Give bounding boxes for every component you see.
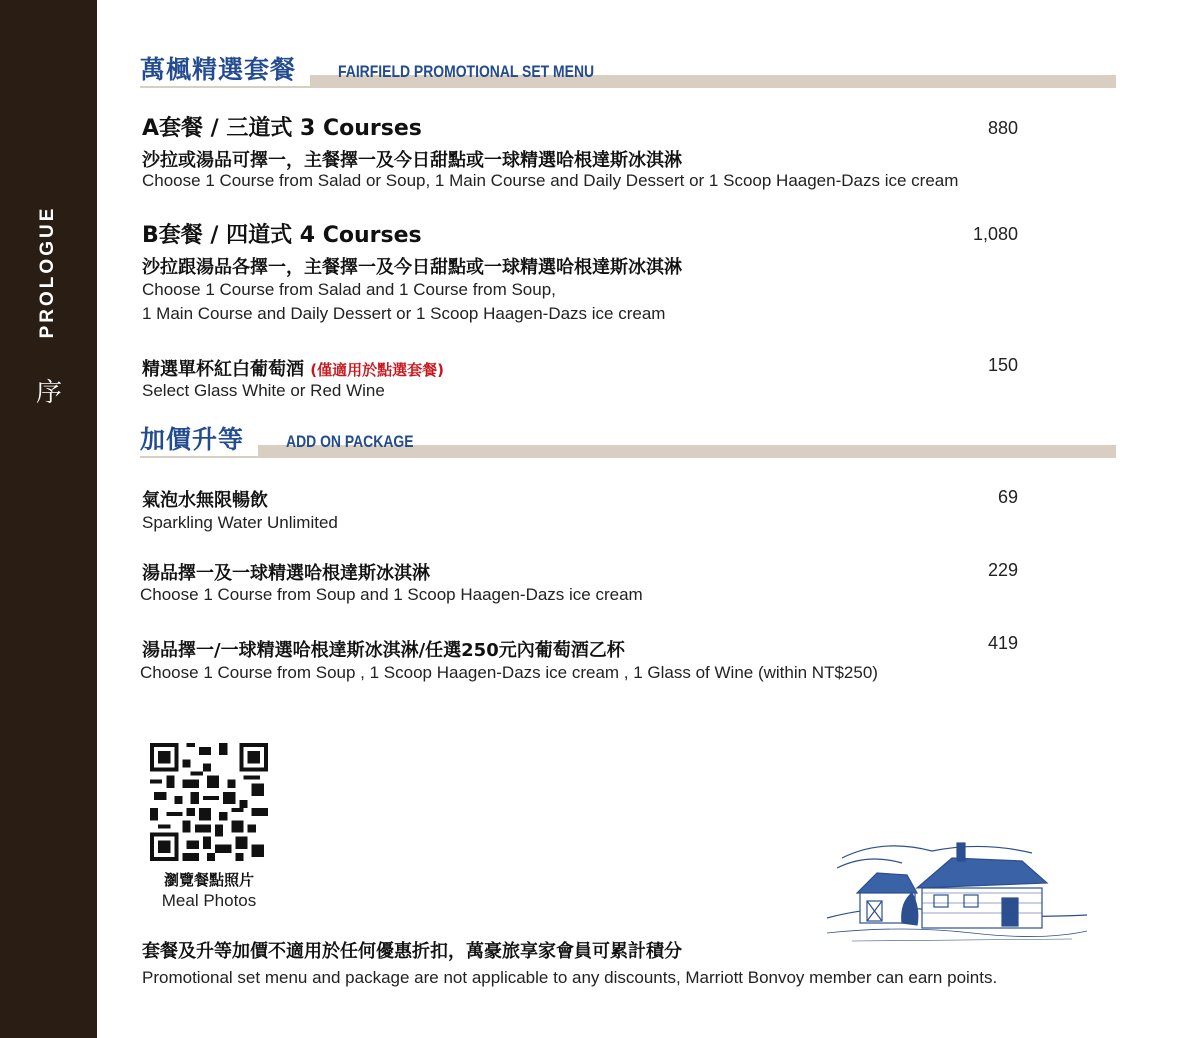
set-menu-title-zh: 萬楓精選套餐 (140, 50, 310, 86)
addon-3-zh: 湯品擇一/一球精選哈根達斯冰淇淋/任選250元內葡萄酒乙杯 (142, 640, 625, 661)
qr-caption-en: Meal Photos (161, 891, 257, 910)
set-a-title: A套餐 / 三道式 3 Courses (142, 116, 422, 141)
addon-1-price: 69 (997, 487, 1018, 507)
addon-1-en: Sparkling Water Unlimited (142, 513, 338, 532)
set-a-desc-en: Choose 1 Course from Salad or Soup, 1 Main Course and Daily Dessert or 1 Scoop Haagen-Dazs ice cream (142, 171, 959, 190)
wine-name: 精選單杯紅白葡萄酒 (142, 359, 304, 380)
sidebar-label-zh: 序 (36, 378, 63, 408)
qr-code[interactable] (150, 743, 268, 861)
addon-3-price: 419 (987, 633, 1018, 653)
addon-1-zh: 氣泡水無限暢飲 (142, 490, 268, 511)
wine-note: (僅適用於點選套餐) (310, 361, 444, 379)
sidebar (0, 0, 97, 1038)
addon-header (140, 418, 1116, 458)
qr-caption-zh: 瀏覽餐點照片 (163, 871, 254, 889)
set-a-desc-zh: 沙拉或湯品可擇一，主餐擇一及今日甜點或一球精選哈根達斯冰淇淋 (142, 150, 682, 171)
set-b-desc-en-1: Choose 1 Course from Salad and 1 Course from Soup, (142, 280, 556, 299)
wine-price: 150 (987, 355, 1018, 375)
set-b-desc-zh: 沙拉跟湯品各擇一，主餐擇一及今日甜點或一球精選哈根達斯冰淇淋 (142, 257, 682, 278)
wine-title-zh (142, 355, 444, 381)
set-a-price: 880 (987, 118, 1018, 138)
set-b-desc-en-2: 1 Main Course and Daily Dessert or 1 Scoop Haagen-Dazs ice cream (142, 304, 666, 323)
addon-2-en: Choose 1 Course from Soup and 1 Scoop Haagen-Dazs ice cream (140, 585, 643, 604)
addon-title-en: ADD ON PACKAGE (286, 432, 414, 451)
set-menu-header (140, 48, 1116, 88)
sidebar-label-en: PROLOGUE (37, 205, 58, 339)
house-illustration (822, 833, 1092, 948)
set-b-price: 1,080 (972, 224, 1018, 244)
wine-desc-en: Select Glass White or Red Wine (142, 381, 385, 400)
addon-2-price: 229 (987, 560, 1018, 580)
set-menu-title-en: FAIRFIELD PROMOTIONAL SET MENU (338, 62, 595, 81)
footer-en: Promotional set menu and package are not applicable to any discounts, Marriott Bonvoy member can earn points. (142, 968, 998, 987)
addon-title-zh: 加價升等 (140, 420, 258, 456)
set-b-title: B套餐 / 四道式 4 Courses (142, 223, 422, 248)
addon-2-zh: 湯品擇一及一球精選哈根達斯冰淇淋 (142, 563, 430, 584)
footer-zh: 套餐及升等加價不適用於任何優惠折扣，萬豪旅享家會員可累計積分 (142, 941, 682, 962)
addon-3-en: Choose 1 Course from Soup , 1 Scoop Haagen-Dazs ice cream , 1 Glass of Wine (within NT$250) (140, 663, 878, 682)
